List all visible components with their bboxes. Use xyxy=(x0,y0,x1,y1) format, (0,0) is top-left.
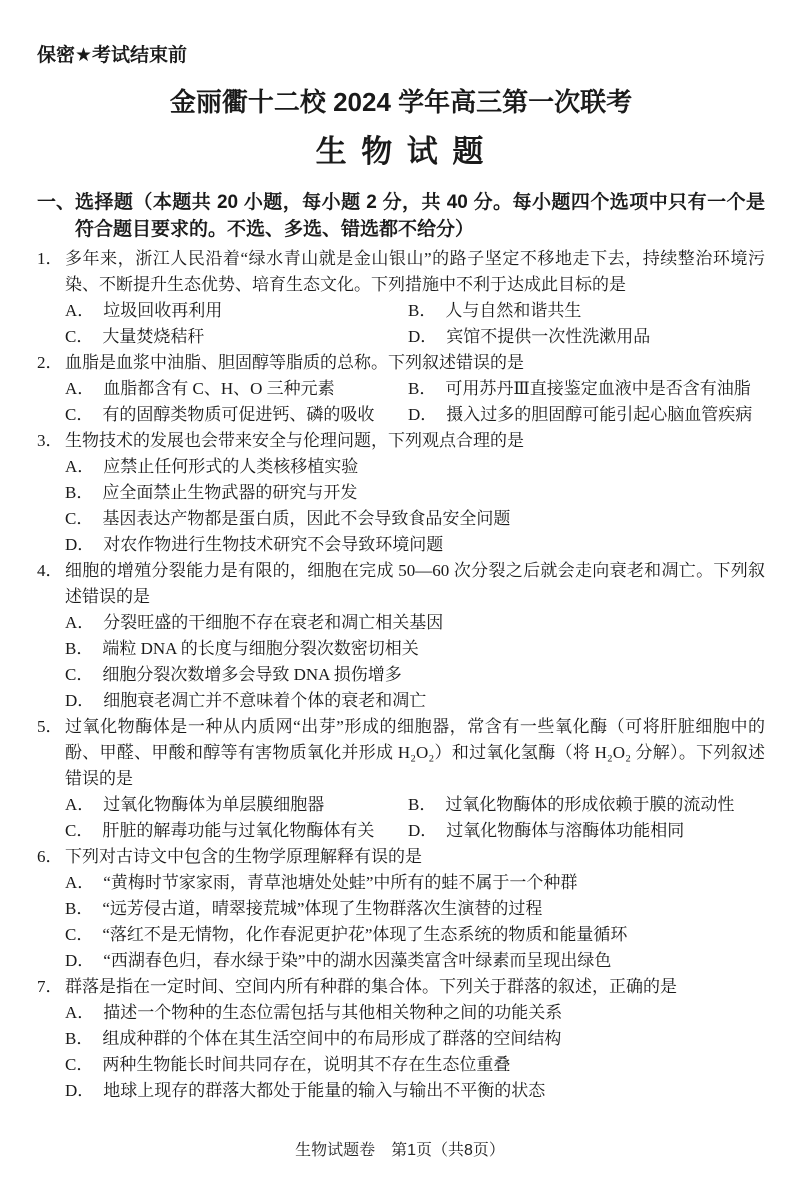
question-5-option-B xyxy=(408,792,765,818)
option-text: 垃圾回收再利用 xyxy=(103,301,223,320)
question-7-option-C xyxy=(65,1052,765,1078)
question-body xyxy=(65,246,765,350)
question-2-option-A xyxy=(65,376,408,402)
question-number: 1． xyxy=(37,249,63,268)
option-label: C． xyxy=(65,665,94,684)
option-label: A． xyxy=(65,1003,95,1022)
question-1-option-A xyxy=(65,298,408,324)
question-body xyxy=(65,350,765,428)
question-stem: 细胞的增殖分裂能力是有限的，细胞在完成 50—60 次分裂之后就会走向衰老和凋亡。下列叙述错误的是 xyxy=(65,561,765,606)
question-number: 4． xyxy=(37,561,63,580)
question-body xyxy=(65,844,765,974)
options xyxy=(65,870,765,974)
option-text: 有的固醇类物质可促进钙、磷的吸收 xyxy=(102,405,375,424)
options xyxy=(65,298,765,350)
section-instructions: 选择题（本题共 20 小题，每小题 2 分，共 40 分。每小题四个选项中只有一个是符合题目要求的。不选、多选、错选都不给分） xyxy=(75,192,765,240)
option-text: 端粒 DNA 的长度与细胞分裂次数密切相关 xyxy=(102,639,419,658)
security-notice: 保密★考试结束前 xyxy=(37,45,188,66)
question-body xyxy=(65,974,765,1104)
question-5-option-D xyxy=(408,818,765,844)
option-label: B． xyxy=(65,899,94,918)
option-text: 对农作物进行生物技术研究不会导致环境问题 xyxy=(103,535,444,554)
question-2-option-B xyxy=(408,376,765,402)
option-text: 过氧化物酶体的形成依赖于膜的流动性 xyxy=(445,795,735,814)
option-label: D． xyxy=(65,1081,95,1100)
question-6-option-A xyxy=(65,870,765,896)
question-4-option-B xyxy=(65,636,765,662)
question-3-option-B xyxy=(65,480,765,506)
option-label: C． xyxy=(65,1055,94,1074)
question-1-option-B xyxy=(408,298,765,324)
option-text: 应全面禁止生物武器的研究与开发 xyxy=(102,483,358,502)
question-body xyxy=(65,558,765,714)
option-text: 组成种群的个体在其生活空间中的布局形成了群落的空间结构 xyxy=(102,1029,562,1048)
question-2-option-D xyxy=(408,402,765,428)
question-stem: 群落是指在一定时间、空间内所有种群的集合体。下列关于群落的叙述，正确的是 xyxy=(65,977,677,996)
question-7 xyxy=(37,974,765,1104)
option-text: 应禁止任何形式的人类核移植实验 xyxy=(103,457,359,476)
option-label: C． xyxy=(65,509,94,528)
question-number: 6． xyxy=(37,847,63,866)
question-4-option-C xyxy=(65,662,765,688)
questions xyxy=(37,246,765,1104)
option-label: A． xyxy=(65,301,95,320)
option-text: 分裂旺盛的干细胞不存在衰老和凋亡相关基因 xyxy=(103,613,444,632)
exam-title: 金丽衢十二校 2024 学年高三第一次联考 xyxy=(169,87,633,117)
option-label: A． xyxy=(65,457,95,476)
question-5-option-C xyxy=(65,818,408,844)
option-text: 描述一个物种的生态位需包括与其他相关物种之间的功能关系 xyxy=(103,1003,563,1022)
question-5 xyxy=(37,714,765,844)
question-stem: 下列对古诗文中包含的生物学原理解释有误的是 xyxy=(65,847,422,866)
option-text: 细胞衰老凋亡并不意味着个体的衰老和凋亡 xyxy=(103,691,427,710)
option-text: 肝脏的解毒功能与过氧化物酶体有关 xyxy=(102,821,375,840)
option-text: 摄入过多的胆固醇可能引起心脑血管疾病 xyxy=(446,405,753,424)
question-4-option-D xyxy=(65,688,765,714)
page-footer: 生物试题卷 第1页（共8页） xyxy=(295,1142,505,1159)
options xyxy=(65,1000,765,1104)
option-text: 过氧化物酶体与溶酶体功能相同 xyxy=(446,821,685,840)
option-label: C． xyxy=(65,925,94,944)
option-label: B． xyxy=(408,795,437,814)
option-text: “落红不是无情物，化作春泥更护花”体现了生态系统的物质和能量循环 xyxy=(102,925,628,944)
question-number: 2． xyxy=(37,353,63,372)
question-body xyxy=(65,428,765,558)
option-text: 两种生物能长时间共同存在，说明其不存在生态位重叠 xyxy=(102,1055,511,1074)
question-7-option-D xyxy=(65,1078,765,1104)
section-number: 一、 xyxy=(37,192,76,213)
question-1 xyxy=(37,246,765,350)
option-text: 血脂都含有 C、H、O 三种元素 xyxy=(103,379,335,398)
option-label: D． xyxy=(65,691,95,710)
question-6 xyxy=(37,844,765,974)
option-label: B． xyxy=(65,483,94,502)
question-number: 5． xyxy=(37,717,63,736)
question-stem: 过氧化物酶体是一种从内质网“出芽”形成的细胞器，常含有一些氧化酶（可将肝脏细胞中的酚、甲醛、甲酸和醇等有害物质氧化并形成 H₂O₂）和过氧化氢酶（将 H₂O₂ 分解）。下列叙述错误的是 xyxy=(65,717,765,788)
option-text: 基因表达产物都是蛋白质，因此不会导致食品安全问题 xyxy=(102,509,511,528)
subject-title: 生 物 试 题 xyxy=(315,134,487,169)
option-label: A． xyxy=(65,873,95,892)
option-text: 过氧化物酶体为单层膜细胞器 xyxy=(103,795,325,814)
question-3-option-D xyxy=(65,532,765,558)
question-1-option-C xyxy=(65,324,408,350)
option-text: “远芳侵古道，晴翠接荒城”体现了生物群落次生演替的过程 xyxy=(102,899,543,918)
question-body xyxy=(65,714,765,844)
options xyxy=(65,454,765,558)
option-label: C． xyxy=(65,821,94,840)
question-2 xyxy=(37,350,765,428)
question-7-option-B xyxy=(65,1026,765,1052)
option-label: D． xyxy=(65,535,95,554)
option-label: B． xyxy=(65,1029,94,1048)
options xyxy=(65,376,765,428)
question-number: 3． xyxy=(37,431,63,450)
question-4 xyxy=(37,558,765,714)
question-7-option-A xyxy=(65,1000,765,1026)
option-text: 细胞分裂次数增多会导致 DNA 损伤增多 xyxy=(102,665,402,684)
option-label: D． xyxy=(408,821,438,840)
option-label: B． xyxy=(408,301,437,320)
option-label: D． xyxy=(408,405,438,424)
option-text: 地球上现存的群落大都处于能量的输入与输出不平衡的状态 xyxy=(103,1081,546,1100)
option-label: B． xyxy=(65,639,94,658)
question-3-option-C xyxy=(65,506,765,532)
option-text: “黄梅时节家家雨，青草池塘处处蛙”中所有的蛙不属于一个种群 xyxy=(103,873,578,892)
option-label: D． xyxy=(408,327,438,346)
question-1-option-D xyxy=(408,324,765,350)
question-5-option-A xyxy=(65,792,408,818)
question-3-option-A xyxy=(65,454,765,480)
option-label: D． xyxy=(65,951,95,970)
option-label: C． xyxy=(65,405,94,424)
question-stem: 血脂是血浆中油脂、胆固醇等脂质的总称。下列叙述错误的是 xyxy=(65,353,524,372)
option-text: 大量焚烧秸秆 xyxy=(102,327,205,346)
options xyxy=(65,610,765,714)
option-text: 宾馆不提供一次性洗漱用品 xyxy=(446,327,651,346)
option-label: A． xyxy=(65,613,95,632)
question-2-option-C xyxy=(65,402,408,428)
question-stem: 生物技术的发展也会带来安全与伦理问题，下列观点合理的是 xyxy=(65,431,524,450)
question-6-option-B xyxy=(65,896,765,922)
question-3 xyxy=(37,428,765,558)
question-6-option-C xyxy=(65,922,765,948)
options xyxy=(65,792,765,844)
section-header xyxy=(37,189,765,243)
option-text: 可用苏丹Ⅲ直接鉴定血液中是否含有油脂 xyxy=(445,379,751,398)
question-4-option-A xyxy=(65,610,765,636)
option-label: A． xyxy=(65,795,95,814)
option-label: A． xyxy=(65,379,95,398)
option-text: “西湖春色归，春水绿于染”中的湖水因藻类富含叶绿素而呈现出绿色 xyxy=(103,951,612,970)
option-text: 人与自然和谐共生 xyxy=(445,301,582,320)
question-number: 7． xyxy=(37,977,63,996)
question-stem: 多年来，浙江人民沿着“绿水青山就是金山银山”的路子坚定不移地走下去，持续整治环境污染、不断提升生态优势、培育生态文化。下列措施中不利于达成此目标的是 xyxy=(65,249,765,294)
option-label: C． xyxy=(65,327,94,346)
question-6-option-D xyxy=(65,948,765,974)
option-label: B． xyxy=(408,379,437,398)
